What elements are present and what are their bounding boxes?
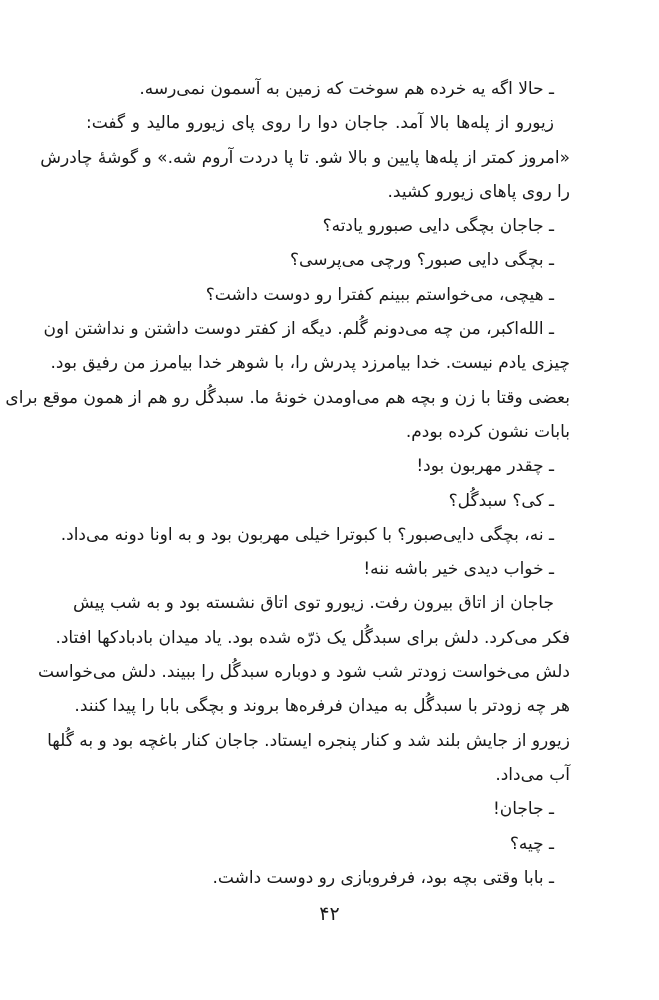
text-line: ـ چیه؟ (509, 833, 554, 854)
text-line: «امروز کمتر از پله‌ها پایین و بالا شو. تا پا دردت آروم شه.» و گوشهٔ چادرش (40, 147, 570, 168)
text-line: ـ هیچی، می‌خواستم ببینم کفترا رو دوست داشت؟ (205, 284, 554, 305)
text-line: فکر می‌کرد. دلش برای سبدگُل یک ذرّه شده بود. یاد میدان بادبادکها افتاد. (55, 627, 570, 648)
text-line: هر چه زودتر با سبدگُل به میدان فرفره‌ها بروند و بچگی بابا را پیدا کنند. (74, 696, 570, 717)
text-line: ـ کی؟ سبدگُل؟ (448, 490, 554, 511)
text-line: ـ خواب دیدی خیر باشه ننه! (363, 559, 554, 580)
text-line: بعضی وقتا با زن و بچه هم می‌اومدن خونهٔ ما. سبدگُل رو هم از همون موقع برای (5, 387, 570, 408)
text-line: چیزی یادم نیست. خدا بیامرزد پدرش را، با شوهر خدا بیامرز من رفیق بود. (50, 353, 570, 374)
text-line: ـ جاجان! (492, 799, 554, 820)
text-line: زیورو از جایش بلند شد و کنار پنجره ایستاد. جاجان کنار باغچه بود و به گُلها (47, 730, 570, 751)
text-line: زیورو از پله‌ها بالا آمد. جاجان دوا را روی پای زیورو مالید و گفت: (86, 113, 554, 134)
text-line: ـ حالا اگه یه خرده هم سوخت که زمین به آسمون نمی‌رسه. (139, 79, 554, 99)
text-line: ـ بچگی دایی صبور؟ ورچی می‌پرسی؟ (290, 250, 554, 271)
text-line: ـ نه، بچگی دایی‌صبور؟ با کبوترا خیلی مهربون بود و به اونا دونه می‌داد. (60, 524, 554, 545)
text-line: ـ الله‌اکبر، من چه می‌دونم گُلم. دیگه از کفتر دوست داشتن و نداشتن اون (43, 319, 554, 340)
text-line: را روی پاهای زیورو کشید. (387, 181, 570, 202)
text-line: جاجان از اتاق بیرون رفت. زیورو توی اتاق نشسته بود و به شب پیش (73, 593, 554, 614)
text-line: ـ جاجان بچگی دایی صبورو یادته؟ (322, 216, 554, 237)
text-line: بابات نشون کرده بودم. (405, 421, 570, 442)
body-text (5, 72, 570, 895)
text-line: آب می‌داد. (495, 764, 570, 785)
text-line: دلش می‌خواست زودتر شب شود و دوباره سبدگُل را ببیند. دلش می‌خواست (37, 662, 570, 683)
page-number: ۴۲ (319, 903, 340, 925)
text-line: ـ بابا وقتی بچه بود، فرفروبازی رو دوست داشت. (212, 867, 554, 888)
text-line: ـ چقدر مهربون بود! (416, 456, 554, 477)
